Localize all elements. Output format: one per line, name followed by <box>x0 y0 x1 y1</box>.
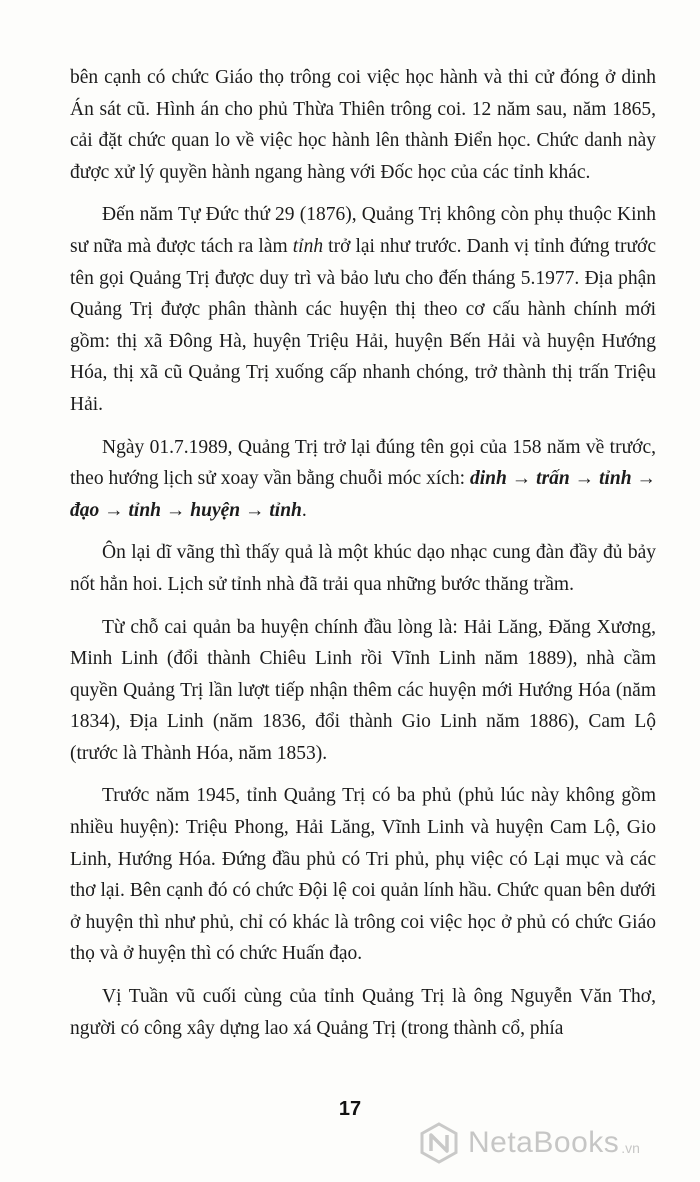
body-text <box>70 62 656 1055</box>
paragraph-7: Vị Tuần vũ cuối cùng của tỉnh Quảng Trị là ông Nguyễn Văn Thơ, người có công xây dựng lao xá Quảng Trị (trong thành cổ, phía <box>70 986 656 1039</box>
paragraph-3-text: Ngày 01.7.1989, Quảng Trị trở lại đúng tên gọi của 158 năm về trước, theo hướng lịch sử xoay vần bằng chuỗi móc xích: <box>70 436 656 490</box>
paragraph-2-text-b: trở lại như trước. Danh vị tỉnh đứng trước tên gọi Quảng Trị được duy trì và bảo lưu cho đến tháng 5.1977. Địa phận Quảng Trị được phân thành các huyện thị theo cơ cấu hành chính mới gồm: thị xã Đông Hà, huyện Triệu Hải, huyện Bến Hải và huyện Hướng Hóa, thị xã cũ Quảng Trị xuống cấp nhanh chóng, trở thành thị trấn Triệu Hải. <box>70 235 656 415</box>
paragraph-2 <box>70 199 656 420</box>
paragraph-4: Ôn lại dĩ vãng thì thấy quả là một khúc dạo nhạc cung đàn đầy đủ bảy nốt hẳn hoi. Lịch sử tỉnh nhà đã trải qua những bước thăng trầm. <box>70 542 656 595</box>
watermark-brand: NetaBooks <box>468 1126 620 1159</box>
paragraph-2-text-a: Đến năm Tự Đức thứ 29 (1876), Quảng Trị không còn phụ thuộc Kinh sư nữa mà được tách ra làm <box>70 204 656 257</box>
netabooks-logo-icon <box>418 1122 460 1164</box>
paragraph-2-italic: tỉnh <box>292 235 324 257</box>
watermark-suffix: .vn <box>621 1140 640 1156</box>
paragraph-6: Trước năm 1945, tỉnh Quảng Trị có ba phủ (phủ lúc này không gồm nhiều huyện): Triệu Phong, Hải Lăng, Vĩnh Linh và huyện Cam Lộ, Gio Linh, Hướng Hóa. Đứng đầu phủ có Tri phủ, phụ việc có Lại mục và các thơ lại. Bên cạnh đó có chức Đội lệ coi quản lính hầu. Chức quan bên dưới ở huyện thì như phủ, chỉ có khác là trông coi việc học ở phủ có chức Giáo thọ và ở huyện thì có chức Huấn đạo. <box>70 785 656 965</box>
paragraph-3 <box>70 432 656 527</box>
watermark <box>418 1120 688 1166</box>
page-number: 17 <box>338 1098 362 1120</box>
paragraph-5: Từ chỗ cai quản ba huyện chính đầu lòng là: Hải Lăng, Đăng Xương, Minh Linh (đổi thành Chiêu Linh rồi Vĩnh Linh năm 1889), nhà cầm quyền Quảng Trị lần lượt tiếp nhận thêm các huyện mới Hướng Hóa (năm 1834), Địa Linh (năm 1836, đổi thành Gio Linh năm 1886), Cam Lộ (trước là Thành Hóa, năm 1853). <box>70 616 656 764</box>
chain-sequence: dinh → trấn → tỉnh → đạo → tỉnh → huyện → tỉnh <box>70 468 657 521</box>
paragraph-3-end: . <box>301 499 307 521</box>
paragraph-1: bên cạnh có chức Giáo thọ trông coi việc học hành và thi cử đóng ở dinh Án sát cũ. Hình án cho phủ Thừa Thiên trông coi. 12 năm sau, năm 1865, cải đặt chức quan lo về việc học hành lên thành Điển học. Chức danh này được xử lý quyền hành ngang hàng với Đốc học của các tỉnh khác. <box>70 67 656 183</box>
